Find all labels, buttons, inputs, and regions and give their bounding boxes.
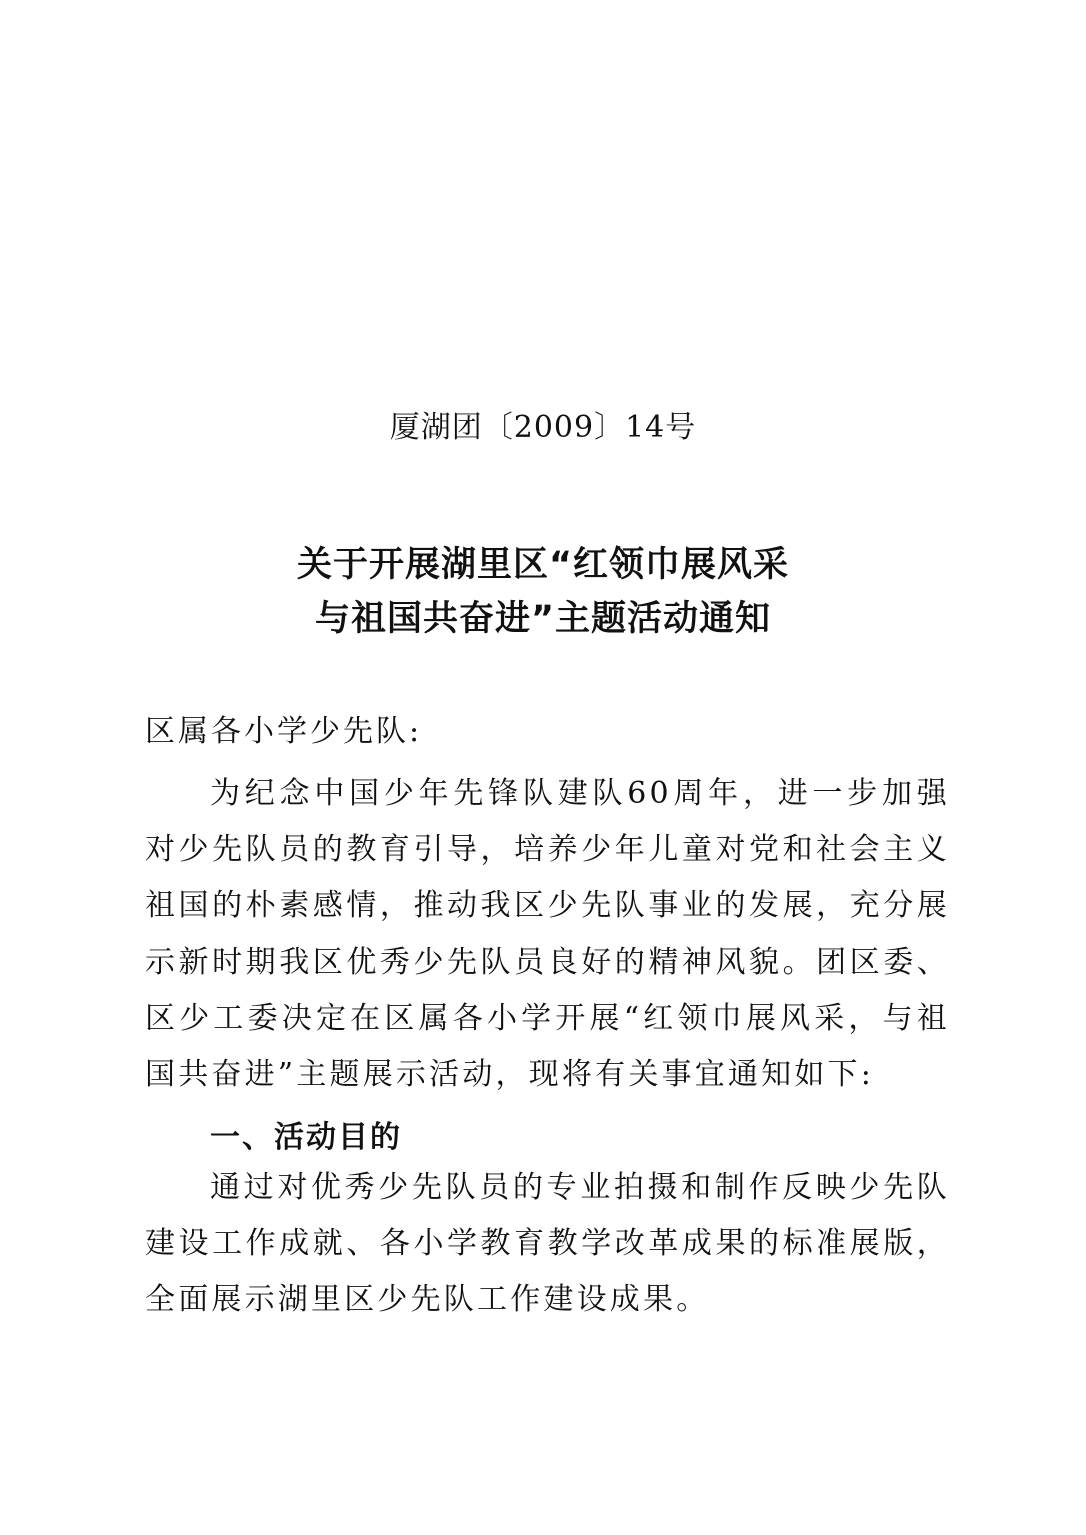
document-title-line-2: 与祖国共奋进”主题活动通知 [314,599,771,639]
document-number: 厦湖团〔2009〕14号 [389,410,697,445]
section-heading-purpose: 一、活动目的 [210,1120,402,1155]
body-paragraph-purpose: 通过对优秀少先队员的专业拍摄和制作反映少先队建设工作成就、各小学教育教学改革成果的标准展版，全面展示湖里区少先队工作建设成果。 [145,1170,950,1318]
document-title-line-1: 关于开展湖里区“红领巾展风采 [296,545,789,585]
body-paragraph-intro: 为纪念中国少年先锋队建队60周年，进一步加强对少先队员的教育引导，培养少年儿童对党和社会主义祖国的朴素感情，推动我区少先队事业的发展，充分展示新时期我区优秀少先队员良好的精神风貌。团区委、区少工委决定在区属各小学开展“红领巾展风采，与祖国共奋进”主题展示活动，现将有关事宜通知如下: [145,776,950,1093]
salutation: 区属各小学少先队: [145,714,423,749]
